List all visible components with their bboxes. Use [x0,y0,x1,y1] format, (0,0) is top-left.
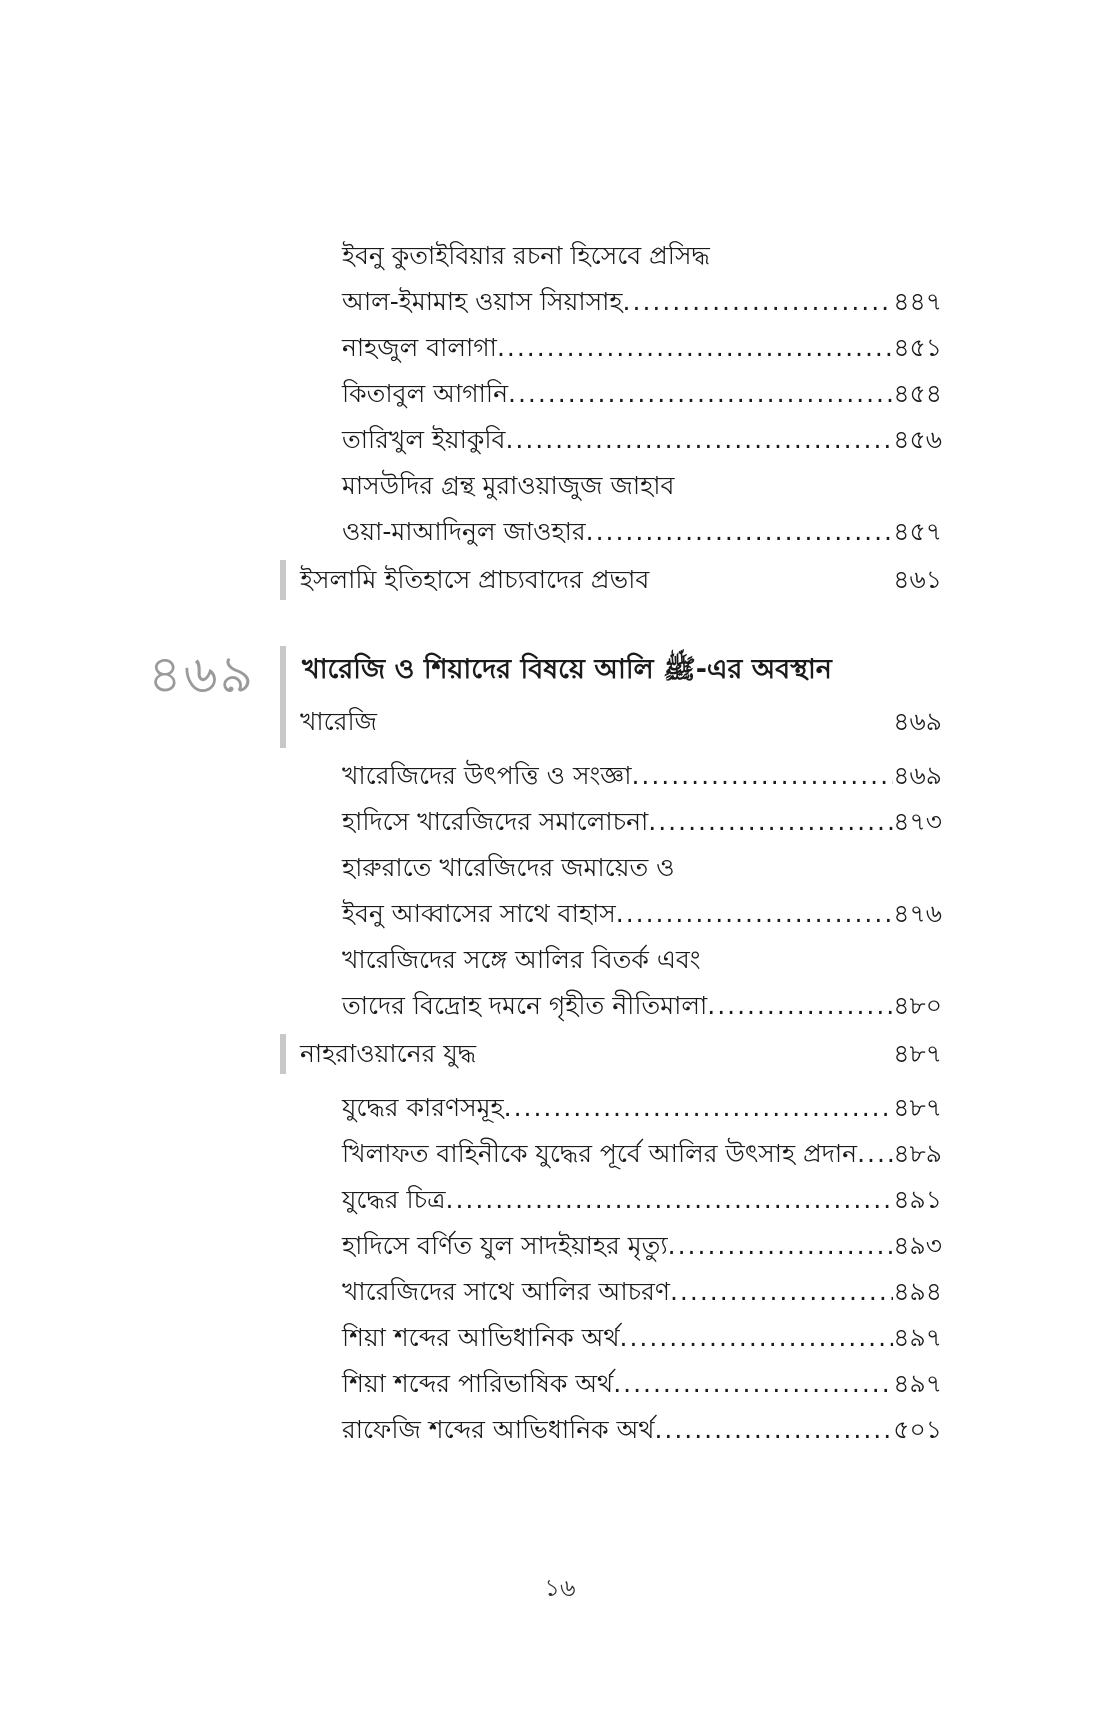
entry-title: হাদিসে বর্ণিত যুল সাদইয়াহর মৃত্যু [342,1231,668,1260]
toc-entry [342,1270,942,1314]
toc-entry-continued [342,464,674,508]
section-page: ৪৬৯ [893,707,942,736]
toc-entry [342,1224,942,1268]
entry-title: খিলাফত বাহিনীকে যুদ্ধের পূর্বে আলির উৎসাহ প্রদান [342,1139,858,1168]
section-page: ৪৮৭ [893,1039,942,1068]
dot-leader [613,1362,893,1406]
entry-page: ৪৭৩ [893,807,942,836]
entry-page: ৪৭৬ [893,899,942,928]
entry-title: খারেজিদের উৎপত্তি ও সংজ্ঞা [342,761,632,790]
section-marker-bar [280,1034,286,1074]
toc-entry [342,892,942,936]
entry-title: শিয়া শব্দের আভিধানিক অর্থ [342,1323,620,1352]
toc-entry [342,510,942,554]
section-title: নাহরাওয়ানের যুদ্ধ [300,1039,477,1068]
dot-leader [654,1408,893,1452]
entry-title: ইবনু আব্বাসের সাথে বাহাস [342,899,616,928]
entry-title: তাদের বিদ্রোহ দমনে গৃহীত নীতিমালা [342,991,708,1020]
dot-leader [446,1178,894,1222]
section-title: খারেজি [300,707,377,736]
dot-leader [505,418,893,462]
entry-title: যুদ্ধের চিত্র [342,1185,446,1214]
section-marker-bar [280,560,286,600]
toc-entry [342,800,942,844]
entry-page: ৪৫৭ [893,517,942,546]
entry-page: ৪৬৯ [893,761,942,790]
toc-entry [342,1408,942,1452]
entry-title: খারেজিদের সাথে আলির আচরণ [342,1277,670,1306]
entry-page: ৪৮০ [893,991,942,1020]
entry-title: তারিখুল ইয়াকুবি [342,425,506,454]
dot-leader [857,1132,893,1176]
toc-section [300,700,942,744]
entry-title: শিয়া শব্দের পারিভাষিক অর্থ [342,1369,614,1398]
entry-page: ৪৯১ [893,1185,942,1214]
entry-title: হারুরাতে খারেজিদের জমায়েত ও [342,853,675,882]
dot-leader [508,372,893,416]
entry-page: ৪৯৭ [893,1369,942,1398]
entry-title: মাসউদির গ্রন্থ মুরাওয়াজুজ জাহাব [342,471,675,500]
entry-page: ৪৫৬ [893,425,942,454]
toc-entry [342,326,942,370]
toc-entry [342,754,942,798]
entry-page: ৪৯৩ [893,1231,942,1260]
toc-section [300,1032,942,1076]
dot-leader [668,1224,894,1268]
toc-entry-continued [342,234,710,278]
toc-section [300,558,942,602]
chapter-title: খারেজি ও শিয়াদের বিষয়ে আলি ﷺ-এর অবস্থান [302,654,832,685]
toc-entry [342,372,942,416]
entry-title: যুদ্ধের কারণসমূহ [342,1093,504,1122]
entry-title: ইবনু কুতাইবিয়ার রচনা হিসেবে প্রসিদ্ধ [342,241,710,270]
dot-leader [631,754,893,798]
section-title: ইসলামি ইতিহাসে প্রাচ্যবাদের প্রভাব [300,565,650,594]
toc-entry [342,1086,942,1130]
dot-leader [497,326,893,370]
entry-title: ওয়া-মাআদিনুল জাওহার [342,517,586,546]
toc-entry-continued [342,938,701,982]
entry-title: আল-ইমামাহ ওয়াস সিয়াসাহ [342,287,623,316]
dot-leader [648,800,893,844]
dot-leader [586,510,894,554]
dot-leader [707,984,893,1028]
entry-page: ৪৫১ [893,333,942,362]
entry-page: ৪৯৪ [893,1277,942,1306]
toc-entry [342,984,942,1028]
toc-entry-continued [342,846,675,890]
chapter-number: ৪৬৯ [148,645,256,705]
toc-entry [342,280,942,324]
toc-entry [342,1178,942,1222]
toc-entry [342,418,942,462]
entry-title: কিতাবুল আগানি [342,379,509,408]
entry-title: নাহজুল বালাগা [342,333,497,362]
entry-page: ৪৪৭ [893,287,942,316]
toc-entry [342,1132,942,1176]
page-number: ১৬ [544,1574,576,1602]
dot-leader [623,280,894,324]
entry-title: হাদিসে খারেজিদের সমালোচনা [342,807,649,836]
section-page: ৪৬১ [893,565,942,594]
toc-entry [342,1316,942,1360]
entry-title: রাফেজি শব্দের আভিধানিক অর্থ [342,1415,655,1444]
entry-page: ৫০১ [893,1415,942,1444]
entry-page: ৪৮৯ [893,1139,942,1168]
chapter-marker-bar [280,646,286,748]
dot-leader [670,1270,893,1314]
entry-page: ৪৫৪ [893,379,942,408]
entry-page: ৪৯৭ [893,1323,942,1352]
entry-title: খারেজিদের সঙ্গে আলির বিতর্ক এবং [342,945,701,974]
toc-entry [342,1362,942,1406]
entry-page: ৪৮৭ [893,1093,942,1122]
dot-leader [616,892,894,936]
dot-leader [504,1086,894,1130]
dot-leader [620,1316,894,1360]
